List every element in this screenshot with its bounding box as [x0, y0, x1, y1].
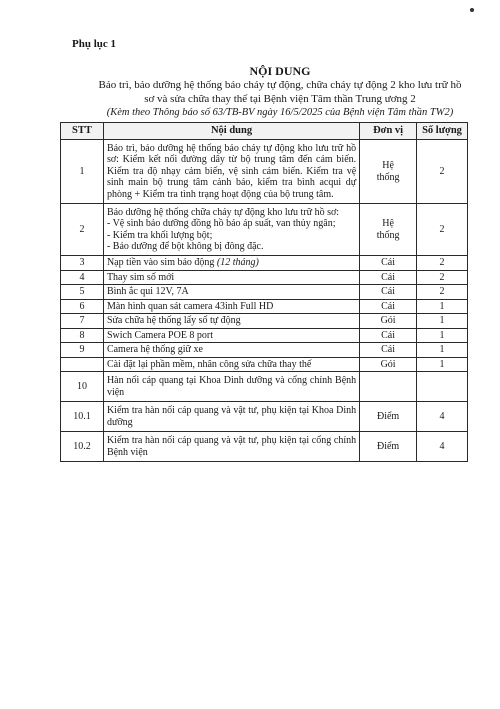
- row-content: Bảo trì, bảo dưỡng hệ thống báo cháy tự động kho lưu trữ hồ sơ: Kiểm kết nối đường dây từ bộ trung tâm đến cảm biến. Kiểm tra độ nhạy cảm biến, vệ sinh cảm biến. Kiểm tra vệ sinh main bộ trung tâm cảnh báo, kiểm tra bình acqui dự phòng + Kiểm tra tình trạng hoạt động của bộ trung tâm.: [103, 140, 359, 204]
- table-row: [61, 328, 468, 343]
- row-stt: 8: [61, 328, 104, 343]
- row-stt: 10.2: [61, 432, 104, 462]
- row-content: Hàn nối cáp quang tại Khoa Dinh dưỡng và cổng chính Bệnh viện: [103, 372, 359, 402]
- row-unit: Cái: [360, 256, 417, 271]
- row-content: Swich Camera POE 8 port: [103, 328, 359, 343]
- table-row: [61, 285, 468, 300]
- row-content: Kiểm tra hàn nối cáp quang và vật tư, phụ kiện tại Khoa Dinh dưỡng: [103, 402, 359, 432]
- row-unit: Cái: [360, 328, 417, 343]
- table-row: [61, 357, 468, 372]
- row-quantity: 1: [417, 328, 468, 343]
- row-stt: [61, 357, 104, 372]
- table-row: [61, 314, 468, 329]
- row-content: [103, 256, 359, 271]
- row-unit: Gói: [360, 314, 417, 329]
- row-unit: Điểm: [360, 432, 417, 462]
- document-subtitle: [60, 78, 500, 106]
- row-content-note: (12 tháng): [216, 257, 259, 268]
- header-quantity: Số lượng: [417, 123, 468, 140]
- row-quantity: 2: [417, 285, 468, 300]
- row-content: Bảo dưỡng hệ thống chữa cháy tự động kho lưu trữ hồ sơ: - Vệ sinh bảo dưỡng đồng hồ báo áp suất, van thủy ngân; - Kiểm tra khối lượng bột; - Bảo dưỡng để bột không bị đông đặc.: [103, 204, 359, 256]
- row-quantity: 4: [417, 432, 468, 462]
- row-stt: 4: [61, 270, 104, 285]
- row-content: Camera hệ thống giữ xe: [103, 343, 359, 358]
- corner-dot: [470, 8, 474, 12]
- row-quantity: 1: [417, 343, 468, 358]
- table-row: [61, 256, 468, 271]
- row-unit: Cái: [360, 285, 417, 300]
- document-title: NỘI DUNG: [249, 64, 311, 78]
- row-unit: Hệ thống: [360, 140, 417, 204]
- table-row: [61, 402, 468, 432]
- table-row: [61, 299, 468, 314]
- row-quantity: 2: [417, 140, 468, 204]
- reference-note: (Kèm theo Thông báo số 63/TB-BV ngày 16/5/2025 của Bệnh viện Tâm thần TW2): [106, 107, 454, 118]
- table-row: [61, 432, 468, 462]
- row-quantity: 1: [417, 314, 468, 329]
- row-content: Sửa chữa hệ thống lấy số tự động: [103, 314, 359, 329]
- row-unit: Cái: [360, 299, 417, 314]
- row-quantity: 1: [417, 357, 468, 372]
- row-stt: 2: [61, 204, 104, 256]
- table-row: [61, 140, 468, 204]
- row-unit: Hệ thống: [360, 204, 417, 256]
- row-stt: 6: [61, 299, 104, 314]
- row-quantity: 1: [417, 299, 468, 314]
- row-stt: 7: [61, 314, 104, 329]
- appendix-label: Phụ lục 1: [72, 38, 117, 50]
- table-row: [61, 204, 468, 256]
- row-stt: 9: [61, 343, 104, 358]
- table-header-row: [61, 123, 468, 140]
- row-content: Kiểm tra hàn nối cáp quang và vật tư, phụ kiện tại cổng chính Bệnh viện: [103, 432, 359, 462]
- table-row: [61, 372, 468, 402]
- row-content: Bình ắc qui 12V, 7A: [103, 285, 359, 300]
- row-unit: Cái: [360, 343, 417, 358]
- row-stt: 1: [61, 140, 104, 204]
- table-row: [61, 270, 468, 285]
- row-content: Cài đặt lại phần mềm, nhân công sửa chữa thay thế: [103, 357, 359, 372]
- header-content: Nội dung: [103, 123, 359, 140]
- subtitle-line-1: Bảo trì, bảo dưỡng hệ thống báo cháy tự động, chữa cháy tự động 2 kho lưu trữ hồ: [98, 79, 462, 91]
- row-content: Thay sim số mới: [103, 270, 359, 285]
- row-quantity: [417, 372, 468, 402]
- row-content: Màn hình quan sát camera 43inh Full HD: [103, 299, 359, 314]
- row-unit: Điểm: [360, 402, 417, 432]
- header-unit: Đơn vị: [360, 123, 417, 140]
- row-unit: Cái: [360, 270, 417, 285]
- row-stt: 10: [61, 372, 104, 402]
- content-table: [60, 122, 468, 462]
- row-unit: [360, 372, 417, 402]
- row-stt: 10.1: [61, 402, 104, 432]
- header-stt: STT: [61, 123, 104, 140]
- table-row: [61, 343, 468, 358]
- row-unit: Gói: [360, 357, 417, 372]
- row-quantity: 2: [417, 270, 468, 285]
- row-content-text: Nạp tiền vào sim báo động: [106, 257, 217, 268]
- row-stt: 5: [61, 285, 104, 300]
- row-quantity: 2: [417, 204, 468, 256]
- row-stt: 3: [61, 256, 104, 271]
- row-quantity: 2: [417, 256, 468, 271]
- subtitle-line-2: sơ và sửa chữa thay thế tại Bệnh viện Tâm thần Trung ương 2: [144, 93, 416, 105]
- row-quantity: 4: [417, 402, 468, 432]
